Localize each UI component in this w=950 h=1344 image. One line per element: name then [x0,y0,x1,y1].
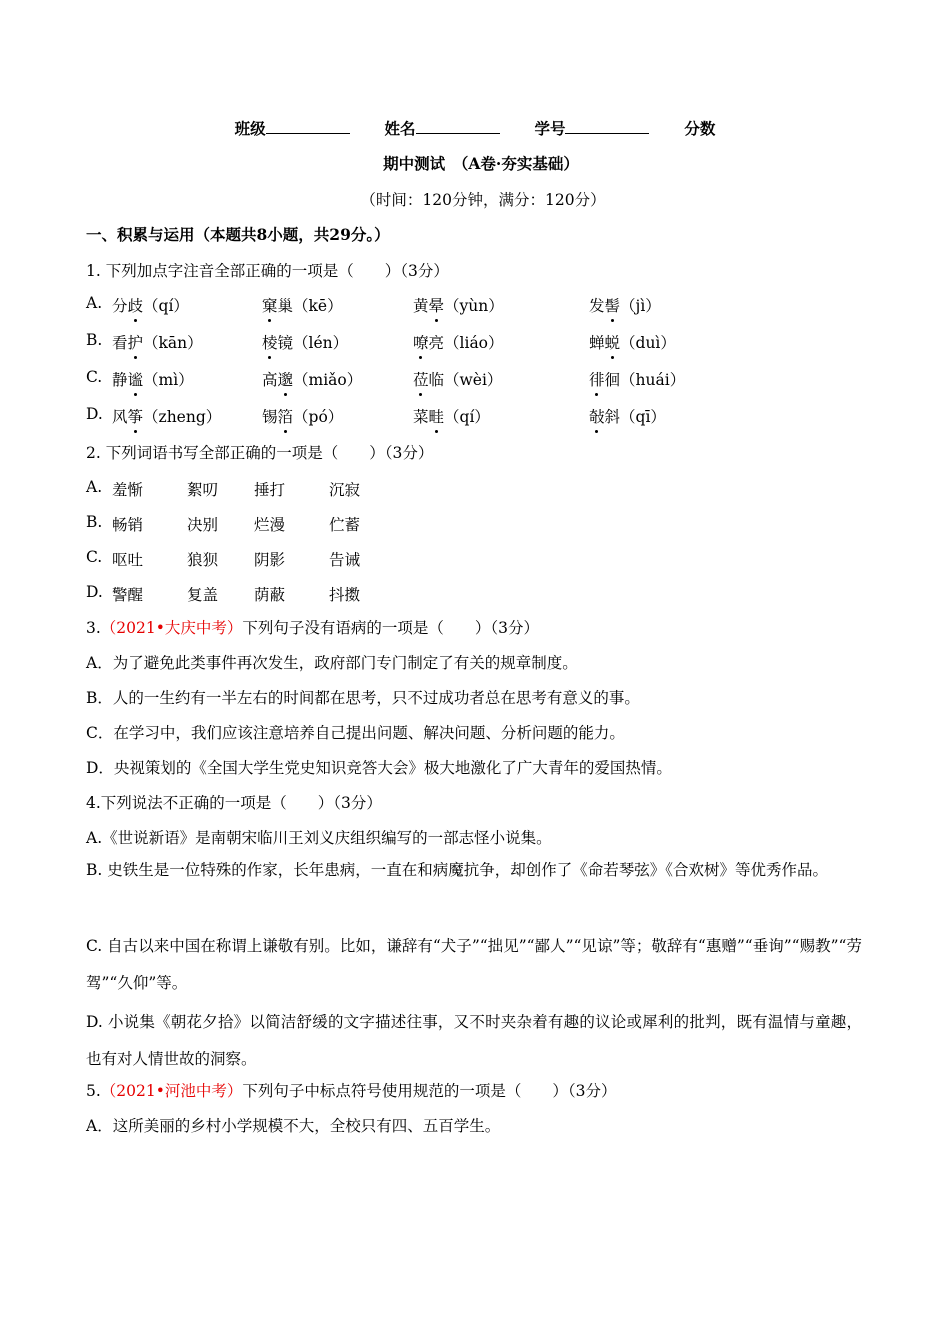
word-item: 抖擞 [329,586,361,604]
pinyin-item [262,405,343,427]
pinyin-text: （jì） [620,297,661,315]
word-part: 临 [428,371,445,389]
question-2-stem: 2. 下列词语书写全部正确的一项是（ ）（3分） [86,444,434,462]
word-item: 烂漫 [254,516,286,534]
option-label: C. [86,368,103,386]
pinyin-text: （liáo） [444,334,504,352]
word-item: 捶打 [254,481,286,499]
score-field[interactable]: 分数 [684,119,716,138]
word-part: 镜 [277,334,294,352]
question-4-option-b: B. 史铁生是一位特殊的作家，长年患病，一直在和病魔抗争，却创作了《命若琴弦》《合欢树》等优秀作品。 [86,861,828,879]
word-item: 警醒 [112,586,144,604]
word-item: 荫蔽 [254,586,286,604]
dotted-char: 嘹 [413,334,429,352]
student-info-row [0,117,950,139]
word-part: 静 [112,371,128,389]
dotted-char: 谧 [127,371,144,389]
dotted-char: 敧 [589,408,605,426]
pinyin-text: （qí） [143,297,189,315]
question-5-option-a: A．这所美丽的乡村小学规模不大，全校只有四、五百学生。 [86,1117,501,1135]
word-part: 徊 [604,371,621,389]
word-part: 黄 [413,297,429,315]
pinyin-text: （qí） [444,408,490,426]
pinyin-text: （kān） [143,334,203,352]
dotted-char: 蜕 [604,334,621,352]
class-field[interactable]: 班级 [235,119,350,138]
pinyin-item [589,294,661,316]
pinyin-item [112,331,203,353]
question-3-option-d: D．央视策划的《全国大学生党史知识竞答大会》极大地激化了广大青年的爱国热情。 [86,759,672,777]
word-part: 锡 [262,408,278,426]
word-item: 决别 [187,516,219,534]
pinyin-text: （qī） [620,408,666,426]
word-part: 斜 [604,408,621,426]
word-part: 看 [112,334,128,352]
word-item: 畅销 [112,516,144,534]
option-label: D. [86,405,103,423]
pinyin-item [413,294,504,316]
exam-subtitle: （时间：120分钟，满分：120分） [360,191,606,209]
dotted-char: 畦 [428,408,445,426]
option-label: B. [86,513,103,531]
dotted-char: 莅 [413,371,429,389]
exam-title: 期中测试 （A卷·夯实基础） [383,154,579,173]
dotted-char: 歧 [127,297,144,315]
question-3-stem: 3.（2021•大庆中考）下列句子没有语病的一项是（ ）（3分） [86,619,540,637]
pinyin-item [262,331,348,353]
dotted-char: 徘 [589,371,605,389]
word-part: 巢 [277,297,294,315]
dotted-char: 箔 [277,408,294,426]
word-item: 狼狈 [187,551,219,569]
question-4-option-a: A.《世说新语》是南朝宋临川王刘义庆组织编写的一部志怪小说集。 [86,829,552,847]
word-item: 羞惭 [112,481,144,499]
pinyin-text: （zheng） [143,408,222,426]
option-label: B. [86,331,103,349]
dotted-char: 护 [127,334,144,352]
word-item: 呕吐 [112,551,144,569]
word-part: 发 [589,297,605,315]
pinyin-item [112,294,189,316]
word-item: 伫蓄 [329,516,361,534]
word-part: 菜 [413,408,429,426]
pinyin-item [413,405,490,427]
pinyin-text: （yùn） [444,297,504,315]
pinyin-text: （duì） [620,334,676,352]
dotted-char: 髻 [604,297,621,315]
pinyin-text: （mì） [143,371,194,389]
question-4-option-c: C. 自古以来中国在称谓上谦敬有别。比如，谦辞有“犬子”“拙见”“鄙人”“见谅”等；敬辞有“惠赠”“垂询”“赐教”“劳驾”“久仰”等。 [86,937,862,992]
pinyin-text: （kē） [293,297,343,315]
dotted-char: 邈 [277,371,294,389]
question-source: （2021•大庆中考） [100,619,243,637]
section-title: 一、积累与运用（本题共8小题，共29分。） [86,225,390,244]
word-part: 高 [262,371,278,389]
option-label: A. [86,294,103,312]
pinyin-item [112,368,194,390]
pinyin-text: （lén） [293,334,349,352]
question-3-option-a: A．为了避免此类事件再次发生，政府部门专门制定了有关的规章制度。 [86,654,578,672]
question-3-option-b: B．人的一生约有一半左右的时间都在思考，只不过成功者总在思考有意义的事。 [86,689,640,707]
student-id-field[interactable]: 学号 [534,119,649,138]
question-4-option-d: D. 小说集《朝花夕拾》以简洁舒缓的文字描述往事，又不时夹杂着有趣的议论或犀利的批判，既有温情与童趣，也有对人情世故的洞察。 [86,1013,862,1068]
dotted-char: 棱 [262,334,278,352]
pinyin-text: （huái） [620,371,686,389]
pinyin-item [262,368,362,390]
question-4-stem: 4.下列说法不正确的一项是（ ）（3分） [86,794,382,812]
pinyin-text: （wèi） [444,371,503,389]
pinyin-item [262,294,343,316]
question-source: （2021•河池中考） [100,1082,243,1100]
word-part: 分 [112,297,128,315]
word-part: 亮 [428,334,445,352]
word-item: 复盖 [187,586,219,604]
word-part: 蝉 [589,334,605,352]
question-3-option-c: C．在学习中，我们应该注意培养自己提出问题、解决问题、分析问题的能力。 [86,724,625,742]
pinyin-text: （miǎo） [293,371,363,389]
pinyin-item [413,368,502,390]
word-part: 风 [112,408,128,426]
pinyin-text: （pó） [293,408,344,426]
name-field[interactable]: 姓名 [385,119,500,138]
word-item: 絮叨 [187,481,219,499]
pinyin-item [589,405,666,427]
pinyin-item [413,331,504,353]
option-label: C. [86,548,103,566]
word-item: 阴影 [254,551,286,569]
dotted-char: 晕 [428,297,445,315]
pinyin-item [589,368,685,390]
question-1-stem: 1. 下列加点字注音全部正确的一项是（ ）（3分） [86,262,449,280]
option-label: A. [86,478,103,496]
dotted-char: 筝 [127,408,144,426]
option-label: D. [86,583,103,601]
question-5-stem: 5.（2021•河池中考）下列句子中标点符号使用规范的一项是（ ）（3分） [86,1082,617,1100]
pinyin-item [589,331,676,353]
dotted-char: 窠 [262,297,278,315]
word-item: 沉寂 [329,481,361,499]
pinyin-item [112,405,221,427]
word-item: 告诫 [329,551,361,569]
